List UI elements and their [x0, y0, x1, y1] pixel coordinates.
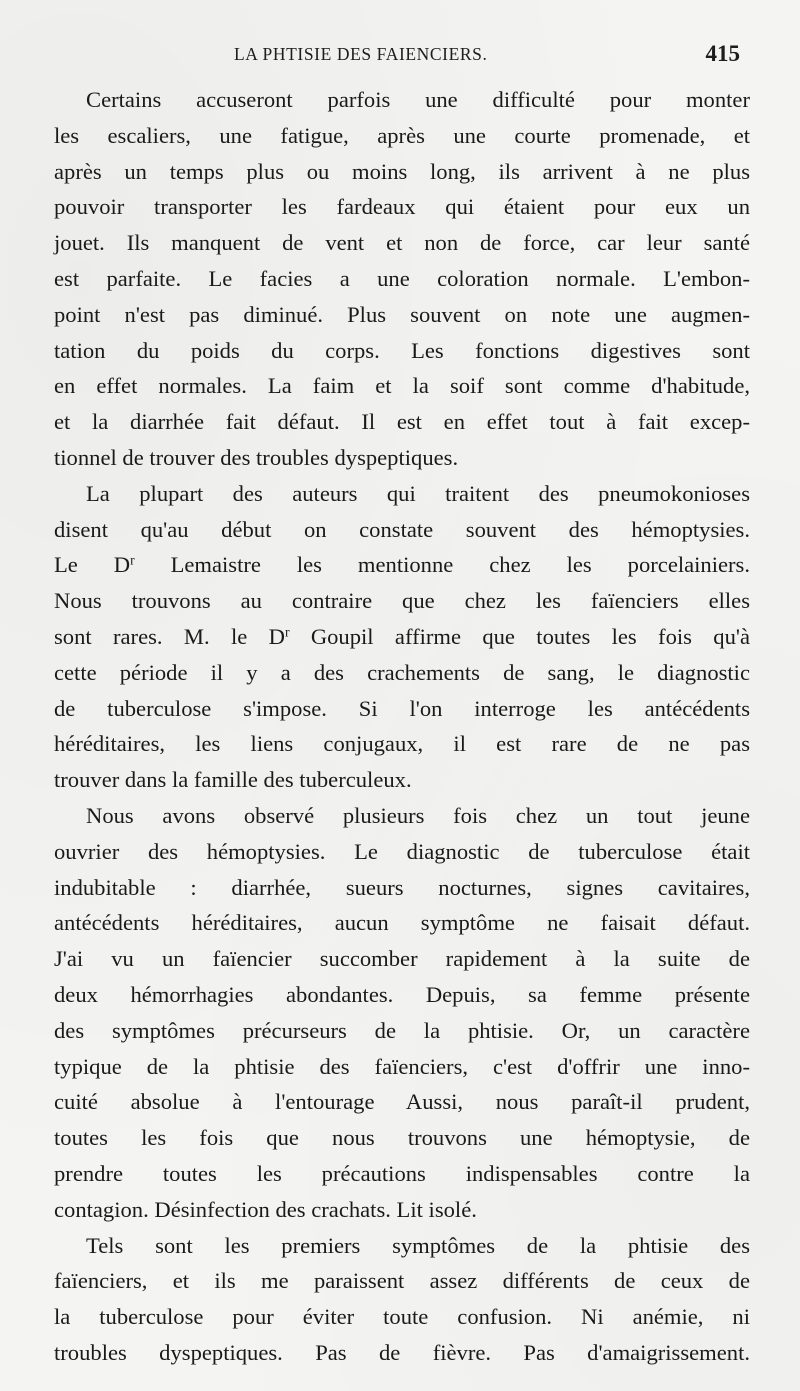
text-line: Certains accuseront parfois une difficulté pour monter	[86, 87, 750, 112]
text-line: est parfaite. Le facies a une coloration normale. L'embon-	[54, 265, 750, 291]
text-line: tionnel de trouver des troubles dyspeptiques.	[54, 444, 459, 470]
text-line: de tuberculose s'impose. Si l'on interroge les antécédents	[54, 695, 750, 721]
text-line: contagion. Désinfection des crachats. Lit isolé.	[54, 1196, 477, 1222]
superscript: r	[284, 624, 290, 640]
text-line: trouver dans la famille des tuberculeux.	[54, 767, 412, 793]
body-text	[54, 82, 750, 1371]
text-line: typique de la phtisie des faïenciers, c'est d'offrir une inno-	[54, 1053, 750, 1079]
line-segment: Le D	[54, 552, 131, 578]
text-line: Nous trouvons au contraire que chez les faïenciers elles	[54, 588, 750, 614]
text-line: les escaliers, une fatigue, après une courte promenade, et	[54, 122, 750, 148]
text-line: après un temps plus ou moins long, ils arrivent à ne plus	[54, 158, 750, 184]
paragraph-2	[54, 476, 750, 798]
line-segment: Lemaistre les mentionne chez les porcelainiers.	[134, 552, 750, 578]
text-line: Tels sont les premiers symptômes de la phtisie des	[86, 1232, 750, 1258]
text-line: pouvoir transporter les fardeaux qui étaient pour eux un	[54, 194, 750, 220]
running-title: LA PHTISIE DES FAIENCIERS.	[234, 44, 488, 64]
text-line-with-superscript	[54, 619, 750, 655]
text-line: disent qu'au début on constate souvent des hémoptysies.	[54, 516, 750, 542]
page-number: 415	[705, 41, 740, 66]
text-line: indubitable : diarrhée, sueurs nocturnes, signes cavitaires,	[54, 874, 750, 900]
text-line: point n'est pas diminué. Plus souvent on note une augmen-	[54, 301, 750, 327]
text-line: jouet. Ils manquent de vent et non de force, car leur santé	[54, 230, 750, 256]
text-line: antécédents héréditaires, aucun symptôme ne faisait défaut.	[54, 910, 750, 936]
text-line: héréditaires, les liens conjugaux, il est rare de ne pas	[54, 731, 750, 757]
text-line: et la diarrhée fait défaut. Il est en effet tout à fait excep-	[54, 409, 750, 435]
text-line: en effet normales. La faim et la soif sont comme d'habitude,	[54, 373, 750, 399]
text-line: cuité absolue à l'entourage Aussi, nous paraît-il prudent,	[54, 1089, 750, 1115]
text-line: toutes les fois que nous trouvons une hémoptysie, de	[54, 1125, 750, 1151]
text-line: ouvrier des hémoptysies. Le diagnostic de tuberculose était	[54, 838, 750, 864]
text-line: prendre toutes les précautions indispensables contre la	[54, 1160, 750, 1186]
text-line: cette période il y a des crachements de sang, le diagnostic	[54, 659, 750, 685]
line-segment: sont rares. M. le D	[54, 623, 285, 649]
paragraph-4	[54, 1228, 750, 1371]
paragraph-1	[54, 82, 750, 476]
line-segment: Goupil affirme que toutes les fois qu'à	[289, 623, 750, 649]
text-line: deux hémorrhagies abondantes. Depuis, sa femme présente	[54, 981, 750, 1007]
text-line: La plupart des auteurs qui traitent des pneumokonioses	[86, 480, 750, 506]
text-line: la tuberculose pour éviter toute confusion. Ni anémie, ni	[54, 1304, 750, 1330]
text-line: J'ai vu un faïencier succomber rapidement à la suite de	[54, 946, 750, 972]
superscript: r	[130, 552, 135, 568]
paragraph-3	[54, 798, 750, 1228]
running-header	[54, 41, 740, 74]
text-line: Nous avons observé plusieurs fois chez un tout jeune	[86, 802, 750, 828]
text-line: troubles dyspeptiques. Pas de fièvre. Pas d'amaigrissement.	[54, 1339, 750, 1365]
text-line: des symptômes précurseurs de la phtisie. Or, un caractère	[54, 1017, 750, 1043]
text-line: tation du poids du corps. Les fonctions digestives sont	[54, 337, 750, 363]
text-line: faïenciers, et ils me paraissent assez différents de ceux de	[54, 1268, 750, 1294]
text-line-with-superscript	[54, 547, 750, 583]
